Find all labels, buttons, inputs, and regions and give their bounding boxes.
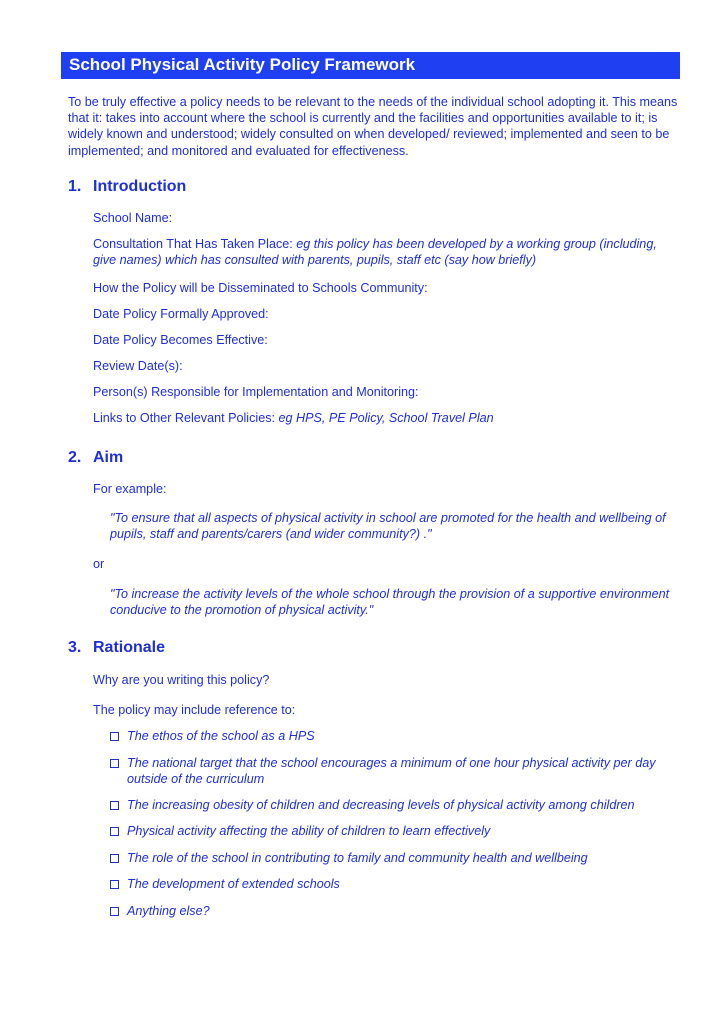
field-example: eg HPS, PE Policy, School Travel Plan (278, 411, 494, 425)
rationale-bullet: The increasing obesity of children and decreasing levels of physical activity among children (110, 797, 680, 813)
document-title: School Physical Activity Policy Framework (69, 55, 416, 74)
field-responsible: Person(s) Responsible for Implementation and Monitoring: (93, 385, 419, 399)
section-number: 2. (68, 449, 82, 466)
checkbox-bullet-icon (110, 827, 119, 836)
field-consultation (93, 236, 673, 268)
section-title: Rationale (93, 639, 166, 656)
checkbox-bullet-icon (110, 854, 119, 863)
section-heading-rationale (68, 639, 165, 657)
field-label: Links to Other Relevant Policies: (93, 411, 275, 425)
checkbox-bullet-icon (110, 759, 119, 768)
field-date-approved: Date Policy Formally Approved: (93, 307, 269, 321)
section-heading-aim (68, 449, 123, 467)
rationale-intro: The policy may include reference to: (93, 703, 296, 717)
section-title: Aim (93, 449, 124, 466)
section-number: 3. (68, 639, 82, 656)
field-review-dates: Review Date(s): (93, 359, 183, 373)
field-school-name: School Name: (93, 211, 173, 225)
intro-paragraph: To be truly effective a policy needs to be relevant to the needs of the individual school adopting it. This means that it: takes into account where the school is currently and the facilities and opportunities available to it; is widely known and understood; widely consulted on when developed/ reviewed; implemented and seen to be implemented; and monitored and evaluated for effectiveness. (68, 95, 678, 158)
section-title: Introduction (93, 178, 187, 195)
field-date-effective: Date Policy Becomes Effective: (93, 333, 268, 347)
aim-quote-2: "To increase the activity levels of the whole school through the provision of a supportive environment conducive to the promotion of physical activity." (110, 587, 670, 618)
rationale-bullet: The development of extended schools (110, 876, 680, 892)
or-label: or (93, 557, 105, 571)
field-links (93, 410, 673, 426)
rationale-bullet: The national target that the school encourages a minimum of one hour physical activity per day outside of the curriculum (110, 755, 680, 787)
aim-quote-1: "To ensure that all aspects of physical activity in school are promoted for the health and wellbeing of pupils, staff and parents/carers (and wider community?) ." (110, 511, 666, 542)
section-number: 1. (68, 178, 82, 195)
rationale-question: Why are you writing this policy? (93, 673, 270, 687)
field-label: Consultation That Has Taken Place: (93, 237, 293, 251)
rationale-bullet: Anything else? (110, 903, 680, 919)
rationale-bullet: Physical activity affecting the ability of children to learn effectively (110, 823, 680, 839)
checkbox-bullet-icon (110, 801, 119, 810)
rationale-bullet: The ethos of the school as a HPS (110, 728, 680, 744)
field-example: eg this policy has been developed by a working group (including, give names) which has consulted with parents, pupils, staff etc (say how briefly) (93, 237, 657, 268)
checkbox-bullet-icon (110, 732, 119, 741)
document-title-banner (61, 52, 680, 79)
section-heading-introduction (68, 178, 186, 196)
checkbox-bullet-icon (110, 880, 119, 889)
field-disseminated: How the Policy will be Disseminated to Schools Community: (93, 281, 428, 295)
checkbox-bullet-icon (110, 907, 119, 916)
rationale-bullet: The role of the school in contributing to family and community health and wellbeing (110, 850, 680, 866)
for-example-label: For example: (93, 482, 167, 496)
